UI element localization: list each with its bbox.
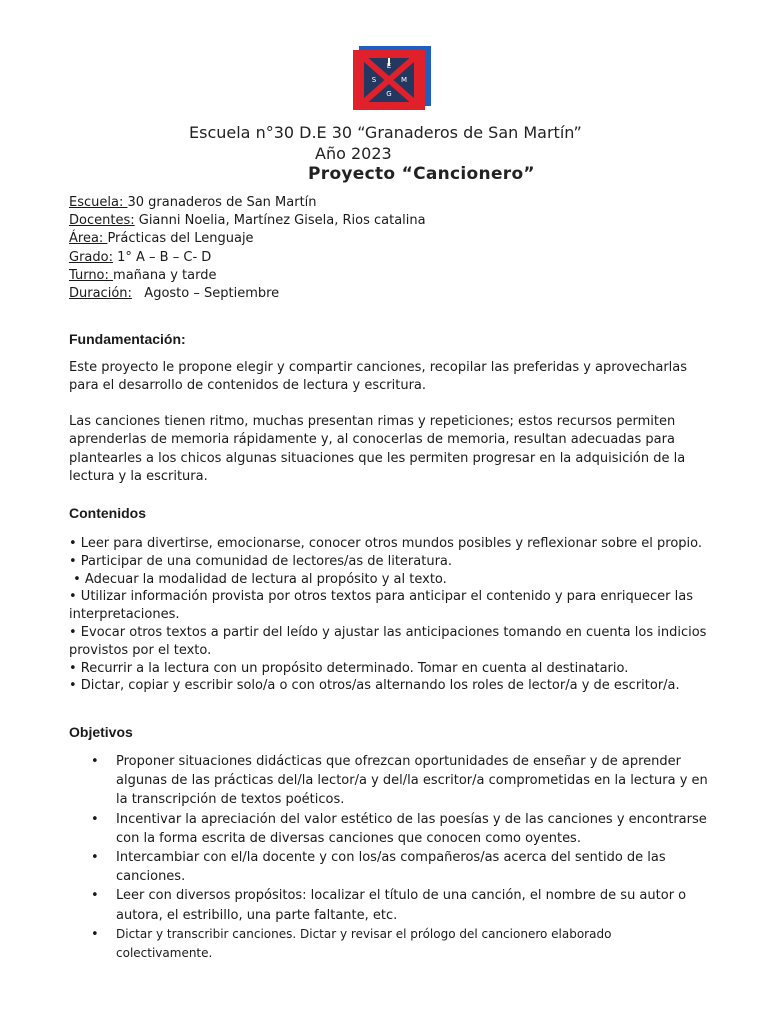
fundamentacion-paragraph-2: Las canciones tienen ritmo, muchas presentan rimas y repeticiones; estos recursos permiten aprenderlas de memoria rápidamente y, al conocerlas de memoria, resultan adecuadas para plantearles a los chicos algunas situaciones que les permiten progresar en la adquisición de la lectura y la escritura.	[69, 414, 686, 485]
logo-letter-e: E	[386, 62, 392, 70]
project-title: Proyecto “Cancionero”	[308, 164, 535, 184]
info-row-docentes	[69, 212, 426, 230]
school-name-line: Escuela n°30 D.E 30 “Granaderos de San Martín”	[189, 123, 582, 142]
year-line: Año 2023	[315, 144, 392, 163]
contenido-item: • Evocar otros textos a partir del leído y ajustar las anticipaciones tomando en cuenta los indicios provistos por el texto.	[69, 624, 707, 658]
bullet-icon: •	[91, 926, 99, 942]
objetivo-text: Incentivar la apreciación del valor estético de las poesías y de las canciones y encontrarse con la forma escrita de diversas canciones que conocen como oyentes.	[116, 811, 707, 846]
objetivo-item	[91, 752, 711, 810]
fundamentacion-paragraph-1: Este proyecto le propone elegir y compartir canciones, recopilar las preferidas y aprovecharlas para el desarrollo de contenidos de lectura y escritura.	[69, 360, 688, 394]
bullet-icon: •	[91, 811, 99, 827]
objetivo-text: Leer con diversos propósitos: localizar el título de una canción, el nombre de su autor o autora, el estribillo, una parte faltante, etc.	[116, 888, 687, 923]
info-row-area	[69, 230, 426, 248]
bullet-icon: •	[91, 754, 99, 769]
fundamentacion-heading: Fundamentación:	[69, 331, 186, 347]
logo-letter-g: G	[386, 90, 392, 98]
contenidos-list	[69, 535, 709, 695]
objetivo-text: Dictar y transcribir canciones. Dictar y revisar el prólogo del cancionero elaborado colectivamente.	[116, 926, 612, 961]
project-info	[69, 194, 426, 303]
info-value: Prácticas del Lenguaje	[107, 231, 254, 247]
contenido-item: • Recurrir a la lectura con un propósito determinado. Tomar en cuenta al destinatario.	[69, 660, 629, 676]
info-value: 1° A – B – C- D	[112, 249, 212, 265]
info-value: mañana y tarde	[113, 267, 217, 283]
contenido-item: • Adecuar la modalidad de lectura al propósito y al texto.	[69, 571, 447, 587]
info-label: Duración:	[69, 286, 132, 302]
info-label: Docentes:	[69, 213, 135, 229]
bullet-icon: •	[91, 850, 99, 866]
objetivo-item	[91, 810, 711, 848]
info-label: Área:	[69, 231, 108, 247]
school-logo	[353, 46, 431, 110]
info-row-escuela	[69, 194, 426, 212]
objetivo-item	[91, 848, 711, 886]
info-row-duracion	[69, 285, 426, 303]
info-label: Turno:	[69, 267, 114, 283]
objetivo-item	[91, 925, 711, 963]
objetivo-item	[91, 886, 711, 924]
objetivo-text: Intercambiar con el/la docente y con los/as compañeros/as acerca del sentido de las canciones.	[116, 850, 666, 885]
objetivos-list	[91, 752, 711, 963]
contenidos-heading: Contenidos	[69, 505, 146, 521]
bullet-icon: •	[91, 888, 99, 904]
logo-letter-m: M	[400, 76, 408, 84]
contenido-item: • Dictar, copiar y escribir solo/a o con otros/as alternando los roles de lector/a y de escritor/a.	[69, 678, 680, 694]
contenido-item: • Participar de una comunidad de lectores/as de literatura.	[69, 553, 453, 569]
info-label: Grado:	[69, 249, 113, 265]
info-row-grado	[69, 249, 426, 267]
info-label: Escuela:	[69, 195, 128, 210]
contenido-item: • Leer para divertirse, emocionarse, conocer otros mundos posibles y reflexionar sobre el propio.	[69, 536, 703, 551]
info-row-turno	[69, 267, 426, 285]
info-value: 30 granaderos de San Martín	[127, 195, 317, 210]
objetivos-heading: Objetivos	[69, 724, 133, 740]
objetivo-text: Proponer situaciones didácticas que ofrezcan oportunidades de enseñar y de aprender algunas de las prácticas del/la lector/a y del/la escritor/a comprometidas en la lectura y en la transcripción de textos poéticos.	[116, 754, 708, 808]
logo-letter-s: S	[371, 76, 377, 84]
info-value: Agosto – Septiembre	[131, 286, 280, 302]
info-value: Gianni Noelia, Martínez Gisela, Rios catalina	[134, 213, 426, 229]
contenido-item: • Utilizar información provista por otros textos para anticipar el contenido y para enriquecer las interpretaciones.	[69, 589, 693, 623]
